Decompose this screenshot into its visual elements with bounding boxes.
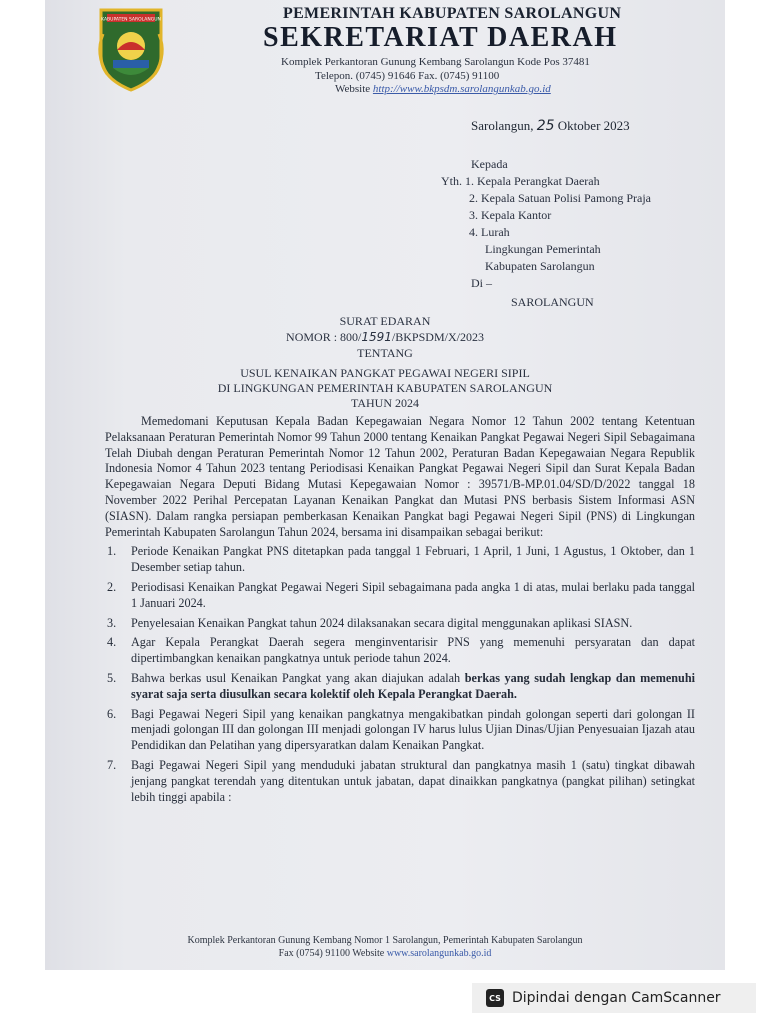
list-item: [105, 707, 695, 754]
footer-address: Komplek Perkantoran Gunung Kembang Nomor 1 Sarolangun, Pemerintah Kabupaten Sarolangun: [187, 935, 583, 946]
item-text: Bagi Pegawai Negeri Sipil yang menduduki jabatan struktural dan pangkatnya masih 1 (satu) tingkat dibawah jenjang pangkat terendah yang ditentukan untuk jabatan, dapat dinaikkan pangkatnya (pangkat pilihan) setingkat lebih tinggi apabila :: [131, 757, 695, 804]
list-item: [105, 635, 695, 667]
list-item: [105, 758, 695, 805]
recipient-row: [441, 173, 651, 190]
footer-fax: Fax (0754) 91100 Website: [278, 948, 385, 959]
subject-line: DI LINGKUNGAN PEMERINTAH KABUPATEN SAROLANGUN: [217, 381, 553, 395]
recipient-item: 2. Kepala Satuan Polisi Pamong Praja: [469, 191, 651, 205]
camscanner-label: Dipindai dengan CamScanner: [512, 990, 721, 1006]
letterhead-address: [281, 56, 590, 97]
kepada-label: Kepada: [471, 157, 508, 171]
regency-emblem-icon: [93, 4, 169, 94]
government-name: PEMERINTAH KABUPATEN SAROLANGUN: [283, 5, 622, 22]
yth-label: Yth.: [441, 174, 462, 188]
recipient-scope: Lingkungan Pemerintah: [485, 242, 601, 256]
intro-paragraph: Memedomani Keputusan Kepala Badan Kepegawaian Negara Nomor 12 Tahun 2002 tentang Ketentuan Pelaksanaan Peraturan Pemerintah Nomor 99 Tahun 2000 tentang Kenaikan Pangkat Pegawai Negeri Sipil Sebagaimana Telah Diubah dengan Peraturan Pemerintah Nomor 12 Tahun 2002, Peraturan Badan Kepegawaian Negara Republik Indonesia Nomor 4 Tahun 2023 tentang Periodisasi Kenaikan Pangkat Pegawai Negeri Sipil dan Surat Kepala Badan Kepegawaian Negara Deputi Bidang Mutasi Kepegawaian Nomor : 39571/B-MP.01.04/SD/D/2022 tanggal 18 November 2022 Perihal Percepatan Layanan Kenaikan Pangkat dan Mutasi PNS berbasis Sistem Informasi ASN (SIASN). Dalam rangka persiapan pemberkasan Kenaikan Pangkat bagi Pegawai Negeri Sipil (PNS) di Lingkungan Pemerintah Kabupaten Sarolangun Tahun 2024, bersama ini disampaikan sebagai berikut:: [105, 414, 695, 539]
phone-line: Telepon. (0745) 91646 Fax. (0745) 91100: [315, 69, 500, 82]
list-item: [105, 580, 695, 612]
item-text: Bagi Pegawai Negeri Sipil yang kenaikan pangkatnya mengakibatkan pindah golongan seperti dari golongan II menjadi golongan III dan golongan III menjadi golongan IV harus lulus Ujian Dinas/Ujian Penyesuaian Ijazah atau Pendidikan dan Pelatihan yang dipersyaratkan dalam Kenaikan Pangkat.: [131, 706, 695, 753]
website-label: Website: [335, 83, 371, 95]
camscanner-logo-icon: CS: [486, 989, 504, 1007]
number-prefix: NOMOR : 800/: [286, 330, 362, 344]
camscanner-watermark: [472, 983, 756, 1013]
date-place: Sarolangun,: [471, 118, 534, 133]
recipient-item: 4. Lurah: [469, 225, 510, 239]
item-number: 7.: [107, 757, 117, 772]
address-line: Komplek Perkantoran Gunung Kembang Sarolangun Kode Pos 37481: [281, 56, 590, 68]
item-bold-text: berkas yang sudah lengkap dan memenuhi syarat saja serta diusulkan secara kolektif oleh Kepala Perangkat Daerah.: [131, 670, 695, 701]
circular-number: [45, 330, 725, 345]
list-item: [105, 671, 695, 703]
recipient-item: 3. Kepala Kantor: [469, 208, 552, 222]
item-number: 6.: [107, 706, 117, 721]
letter-date: [471, 118, 630, 134]
circular-type: SURAT EDARAN: [339, 314, 431, 328]
item-number: 2.: [107, 579, 117, 594]
footer-website-link[interactable]: www.sarolangunkab.go.id: [386, 948, 492, 959]
item-number: 5.: [107, 670, 117, 685]
recipient-scope: Kabupaten Sarolangun: [485, 259, 595, 273]
recipient-item: 1. Kepala Perangkat Daerah: [465, 174, 600, 188]
recipients-block: [441, 156, 651, 311]
emblem-banner-text: KABUPATEN SAROLANGUN: [101, 17, 161, 23]
di-label: Di –: [471, 276, 492, 290]
recipient-city: SAROLANGUN: [511, 295, 594, 309]
item-number: 4.: [107, 635, 117, 650]
list-item: [105, 544, 695, 576]
item-text: Periode Kenaikan Pangkat PNS ditetapkan pada tanggal 1 Februari, 1 April, 1 Juni, 1 Agustus, 1 Oktober, dan 1 Desember setiap tahun.: [131, 544, 695, 575]
footer-contact: [45, 947, 725, 960]
item-text: Bahwa berkas usul Kenaikan Pangkat yang akan diajukan adalah: [131, 670, 465, 685]
tentang-label: TENTANG: [357, 346, 413, 360]
number-suffix: /BKPSDM/X/2023: [391, 330, 484, 344]
date-month-year: Oktober 2023: [557, 118, 630, 133]
provision-list: [105, 544, 695, 805]
letter-body: [105, 414, 695, 809]
subject-line: USUL KENAIKAN PANGKAT PEGAWAI NEGERI SIPIL: [240, 366, 530, 380]
item-number: 1.: [107, 544, 117, 559]
scanned-page: [45, 0, 725, 970]
item-text: Periodisasi Kenaikan Pangkat Pegawai Negeri Sipil sebagaimana pada angka 1 di atas, mulai berlaku pada tanggal 1 Januari 2024.: [131, 579, 695, 610]
page-footer: [45, 934, 725, 960]
subject-line: TAHUN 2024: [350, 396, 420, 410]
date-day-handwritten: 25: [536, 118, 555, 134]
office-name: SEKRETARIAT DAERAH: [263, 22, 618, 53]
website-link[interactable]: http://www.bkpsdm.sarolangunkab.go.id: [372, 83, 551, 95]
website-line: [281, 83, 590, 97]
number-handwritten: 1591: [361, 330, 392, 344]
item-number: 3.: [107, 615, 117, 630]
list-item: [105, 616, 695, 632]
item-text: Penyelesaian Kenaikan Pangkat tahun 2024 dilaksanakan secara digital menggunakan aplikasi SIASN.: [131, 615, 633, 630]
item-text: Agar Kepala Perangkat Daerah segera menginventarisir PNS yang memenuhi persyaratan dan dapat dipertimbangkan kenaikan pangkatnya untuk periode tahun 2024.: [131, 635, 695, 666]
